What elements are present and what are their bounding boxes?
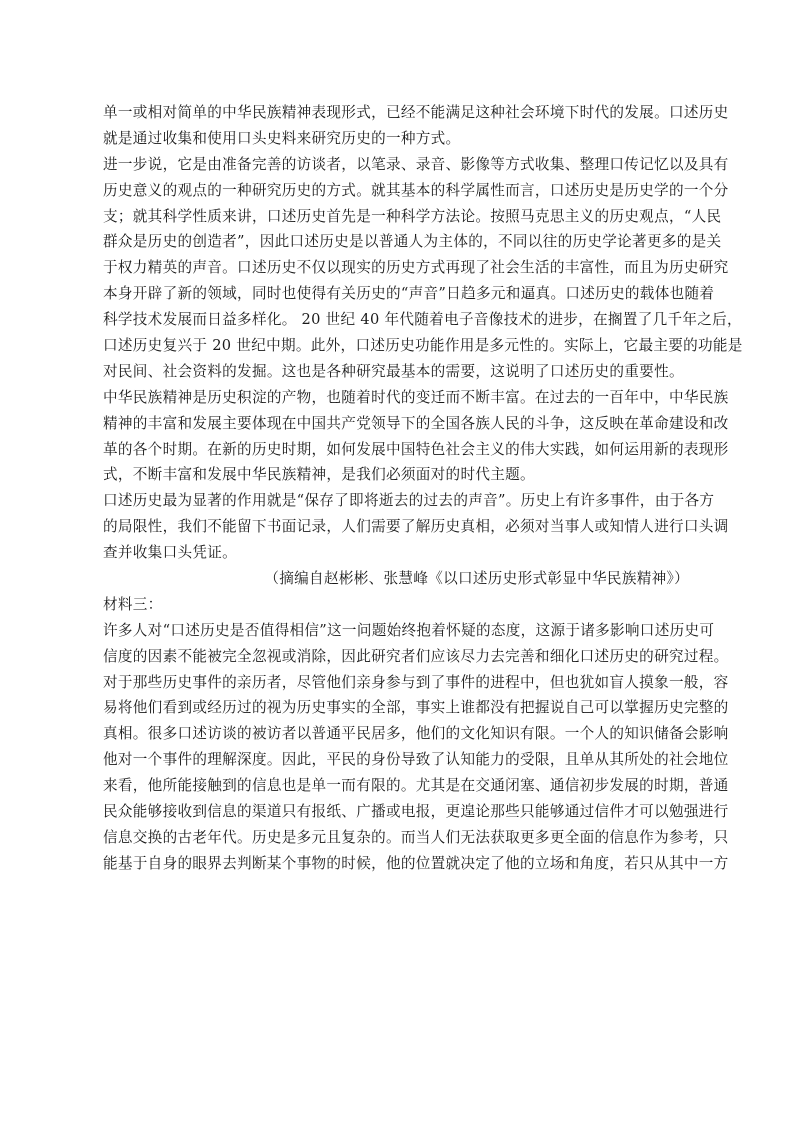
text-line: 能基于自身的眼界去判断某个事物的时候，他的位置就决定了他的立场和角度，若只从其中一方 (103, 854, 729, 872)
text-line: 查并收集口头凭证。 (103, 544, 238, 562)
text-line: 对民间、社会资料的发掘。这也是各种研究最基本的需要，这说明了口述历史的重要性。 (103, 362, 684, 380)
text-line: 易将他们看到或经历过的视为历史事实的全部，事实上谁都没有把握说自己可以掌握历史完整的 (103, 699, 729, 717)
text-line: 真相。很多口述访谈的被访者以普通平民居多，他们的文化知识有限。一个人的知识储备会影响 (103, 725, 729, 743)
text-line: 科学技术发展而日益多样化。 20 世纪 40 年代随着电子音像技术的进步，在搁置了几千年之后， (103, 311, 742, 329)
text-line: 信息交换的古老年代。历史是多元且复杂的。而当人们无法获取更多更全面的信息作为参考，只 (103, 828, 729, 846)
text-line: 群众是历史的创造者”，因此口述历史是以普通人为主体的，不同以往的历史学论著更多的是关 (103, 233, 722, 251)
text-line: 对于那些历史事件的亲历者，尽管他们亲身参与到了事件的进程中，但也犹如盲人摸象一般，容 (103, 673, 729, 691)
text-line: 信度的因素不能被完全忽视或消除，因此研究者们应该尽力去完善和细化口述历史的研究过程。 (103, 647, 729, 665)
text-line: 革的各个时期。在新的历史时期，如何发展中国特色社会主义的伟大实践，如何运用新的表现形 (103, 440, 729, 458)
text-line: 式，不断丰富和发展中华民族精神，是我们必须面对的时代主题。 (103, 466, 535, 484)
text-line: 民众能够接收到信息的渠道只有报纸、广播或电报，更遑论那些只能够通过信件才可以勉强进行 (103, 803, 729, 821)
text-line: 口述历史复兴于 20 世纪中期。此外，口述历史功能作用是多元性的。实际上，它最主要的功能是 (103, 337, 743, 355)
text-line: 本身开辟了新的领域，同时也使得有关历史的“声音”日趋多元和逼真。口述历史的载体也随着 (103, 285, 715, 303)
source-citation: （摘编自赵彬彬、张慧峰《以口述历史形式彰显中华民族精神》） (264, 570, 689, 588)
text-line: 来看，他所能接触到的信息也是单一而有限的。尤其是在交通闭塞、通信初步发展的时期，普通 (103, 777, 729, 795)
text-line: 精神的丰富和发展主要体现在中国共产党领导下的全国各族人民的斗争，这反映在革命建设和改 (103, 414, 729, 432)
text-line: 中华民族精神是历史积淀的产物，也随着时代的变迁而不断丰富。在过去的一百年中，中华民族 (103, 388, 729, 406)
section-heading: 材料三： (103, 595, 163, 613)
text-line: 进一步说，它是由准备完善的访谈者，以笔录、录音、影像等方式收集、整理口传记忆以及具有 (103, 155, 729, 173)
text-line: 单一或相对简单的中华民族精神表现形式，已经不能满足这种社会环境下时代的发展。口述历史 (103, 104, 729, 121)
text-line: 口述历史最为显著的作用就是“保存了即将逝去的过去的声音”。历史上有许多事件，由于各方 (103, 492, 715, 510)
document-body (103, 100, 743, 877)
text-line: 支；就其科学性质来讲，口述历史首先是一种科学方法论。按照马克思主义的历史观点，“人民 (103, 207, 722, 225)
text-line: 历史意义的观点的一种研究历史的方式。就其基本的科学属性而言，口述历史是历史学的一个分 (103, 181, 729, 199)
text-line: 许多人对“口述历史是否值得相信”这一问题始终抱着怀疑的态度，这源于诸多影响口述历史可 (103, 621, 715, 639)
text-line: 于权力精英的声音。口述历史不仅以现实的历史方式再现了社会生活的丰富性，而且为历史研究 (103, 259, 729, 277)
text-line: 就是通过收集和使用口头史料来研究历史的一种方式。 (103, 129, 461, 147)
text-line: 的局限性，我们不能留下书面记录，人们需要了解历史真相，必须对当事人或知情人进行口头调 (103, 518, 729, 536)
text-line: 他对一个事件的理解深度。因此，平民的身份导致了认知能力的受限，且单从其所处的社会地位 (103, 751, 729, 769)
